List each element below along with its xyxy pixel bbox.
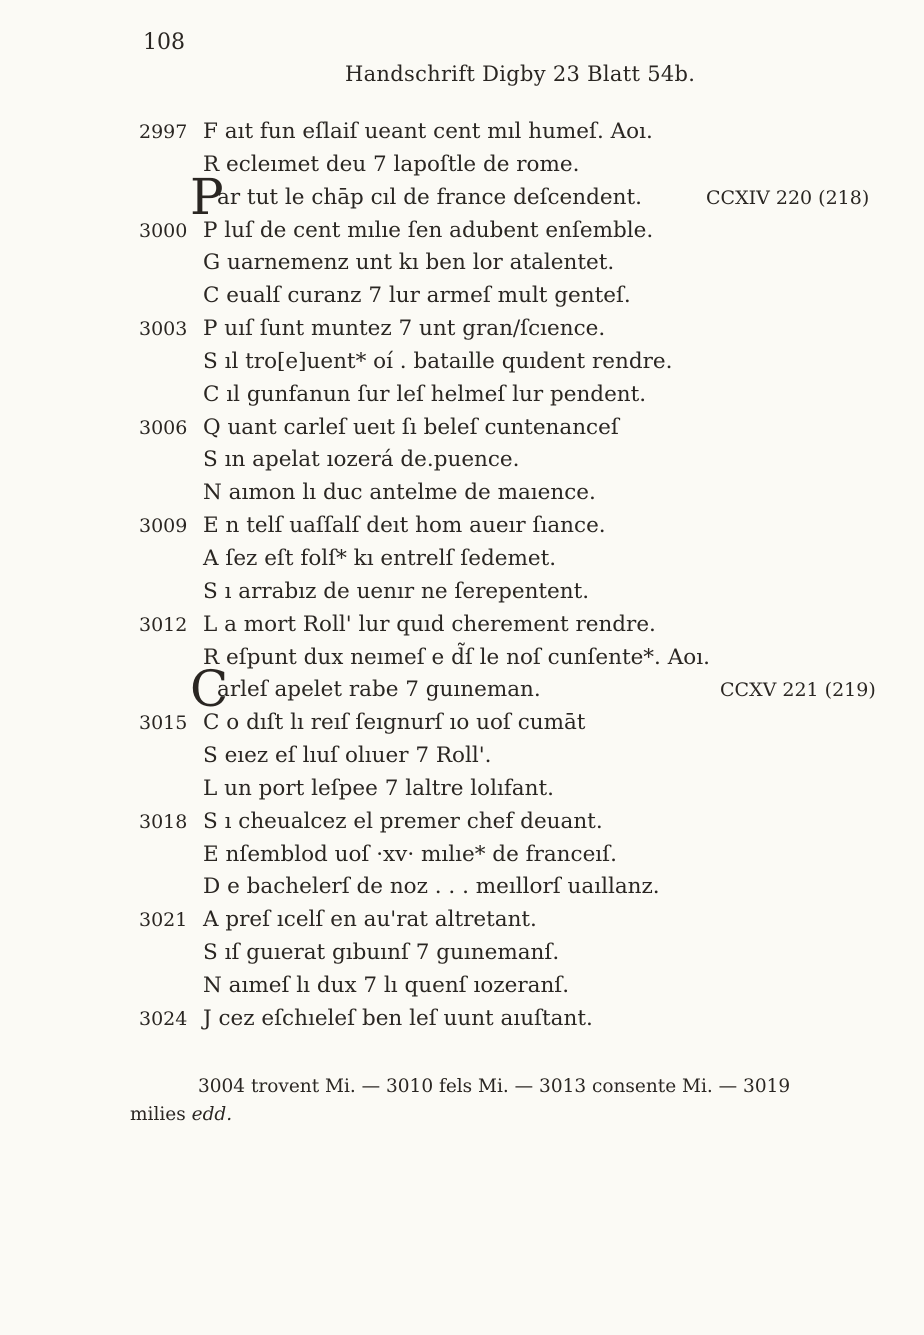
- verse-line: [0, 707, 924, 740]
- verse-line: [0, 116, 924, 149]
- verse-line: [0, 543, 924, 576]
- laisse-number: CCXV 221 (219): [720, 679, 876, 702]
- line-number: 3015: [139, 712, 188, 735]
- line-number: 2997: [139, 121, 188, 143]
- verse-text: S ı cheualcez el premer chef deuant.: [203, 808, 603, 834]
- verse-line: [0, 642, 924, 675]
- verse-line: [0, 904, 924, 937]
- verse-text: C o dıſt lı reıſ ſeıgnurſ ıo uoſ cumāt: [203, 710, 586, 736]
- verse-line: [0, 970, 924, 1003]
- verse-text: E nſemblod uoſ ·xv· mılıe* de franceıſ.: [203, 841, 617, 867]
- verse-line: [0, 247, 924, 280]
- laisse-number: CCXIV 220 (218): [706, 186, 870, 209]
- verse-line: [0, 346, 924, 379]
- footnote-word: milies: [130, 1104, 186, 1125]
- verse-line: [0, 149, 924, 182]
- verse-line: [0, 477, 924, 510]
- verse-line: [0, 167, 924, 226]
- verse-text: A ſez eſt folſ* kı entrelſ ſedemet.: [203, 545, 557, 571]
- verse-line: [0, 444, 924, 477]
- verse-text: ar tut le chāp cıl de france deſcendent.: [217, 184, 642, 210]
- line-number: 3021: [139, 909, 188, 932]
- verse-text: S ı arrabız de uenır ne ſerepentent.: [203, 578, 590, 604]
- footnote-editors: edd.: [191, 1104, 233, 1125]
- verse-line: [0, 576, 924, 609]
- verse-line: [0, 313, 924, 346]
- verse-text: Q uant carleſ ueıt ſı beleſ cuntenanceſ: [203, 414, 619, 440]
- verse-line: [0, 839, 924, 872]
- verse-line: [0, 510, 924, 543]
- verse-line: [0, 871, 924, 904]
- verse-text: J cez eſchıeleſ ben leſ uunt aıuſtant.: [203, 1005, 593, 1031]
- verse-text: S ıſ guıerat gıbuınſ 7 guınemanſ.: [203, 940, 560, 966]
- line-number: 3012: [139, 613, 188, 636]
- page-number: 108: [143, 30, 185, 55]
- verse-line: [0, 280, 924, 313]
- line-number: 3024: [139, 1007, 188, 1030]
- verse-line: [0, 806, 924, 839]
- verse-line: [0, 412, 924, 445]
- footnote-line1: 3004 trovent Mi. — 3010 fels Mi. — 3013 consente Mi. — 3019: [198, 1076, 791, 1097]
- verse-text: L a mort Roll' lur quıd cherement rendre.: [203, 611, 656, 637]
- verse-text: F aıt fun eſlaiſ ueant cent mıl humeſ. Aoı.: [203, 119, 653, 144]
- verse-text: C eualſ curanz 7 lur armeſ mult genteſ.: [203, 283, 631, 309]
- verse-text: D e bachelerſ de noz . . . meıllorſ uaıllanz.: [203, 874, 660, 900]
- verse-text: R ecleımet deu 7 lapoſtle de rome.: [203, 151, 580, 177]
- verse-text: N aımeſ lı dux 7 lı quenſ ıozeranſ.: [203, 972, 570, 998]
- line-number: 3006: [139, 416, 188, 439]
- verse-line: [0, 609, 924, 642]
- verse-text: G uarnemenz unt kı ben lor atalentet.: [203, 250, 615, 276]
- line-number: 3009: [139, 515, 188, 538]
- footnote-line2: [130, 1104, 232, 1125]
- drop-initial: C: [190, 660, 229, 719]
- verse-text: S ıl tro[e]uent* oí . bataılle quıdent rendre.: [203, 348, 673, 374]
- verse-line: [0, 1003, 924, 1036]
- running-head: Handschrift Digby 23 Blatt 54b.: [345, 62, 696, 86]
- drop-initial: P: [190, 167, 224, 226]
- verse-text: P uıſ ſunt muntez 7 unt gran/ſcıence.: [203, 316, 606, 342]
- verse-line: [0, 740, 924, 773]
- verse-lines: [0, 116, 924, 1036]
- verse-text: P luſ de cent mılıe ſen adubent enſemble.: [203, 217, 654, 243]
- verse-line: [0, 937, 924, 970]
- verse-text: S ın apelat ıozerá de.puence.: [203, 447, 520, 473]
- line-number: 3000: [139, 219, 188, 242]
- verse-text: E n telſ uaſſalſ deıt hom aueır ſıance.: [203, 513, 606, 539]
- verse-line: [0, 215, 924, 248]
- line-number: 3018: [139, 810, 188, 833]
- verse-text: C ıl gunfanun ſur leſ helmeſ lur pendent.: [203, 381, 647, 407]
- verse-text: A preſ ıcelſ en au'rat altretant.: [203, 907, 537, 933]
- line-number: 3003: [139, 318, 188, 341]
- verse-text: S eıez eſ lıuſ olıuer 7 Roll'.: [203, 743, 492, 769]
- verse-line: [0, 660, 924, 719]
- verse-text: R eſpunt dux neımeſ e d̃ſ le noſ cunſente*. Aoı.: [203, 644, 710, 670]
- verse-text: N aımon lı duc antelme de maıence.: [203, 480, 596, 506]
- verse-line: [0, 773, 924, 806]
- verse-text: L un port leſpee 7 laltre lolıfant.: [203, 775, 554, 801]
- verse-line: [0, 379, 924, 412]
- verse-text: arleſ apelet rabe 7 guıneman.: [217, 677, 541, 703]
